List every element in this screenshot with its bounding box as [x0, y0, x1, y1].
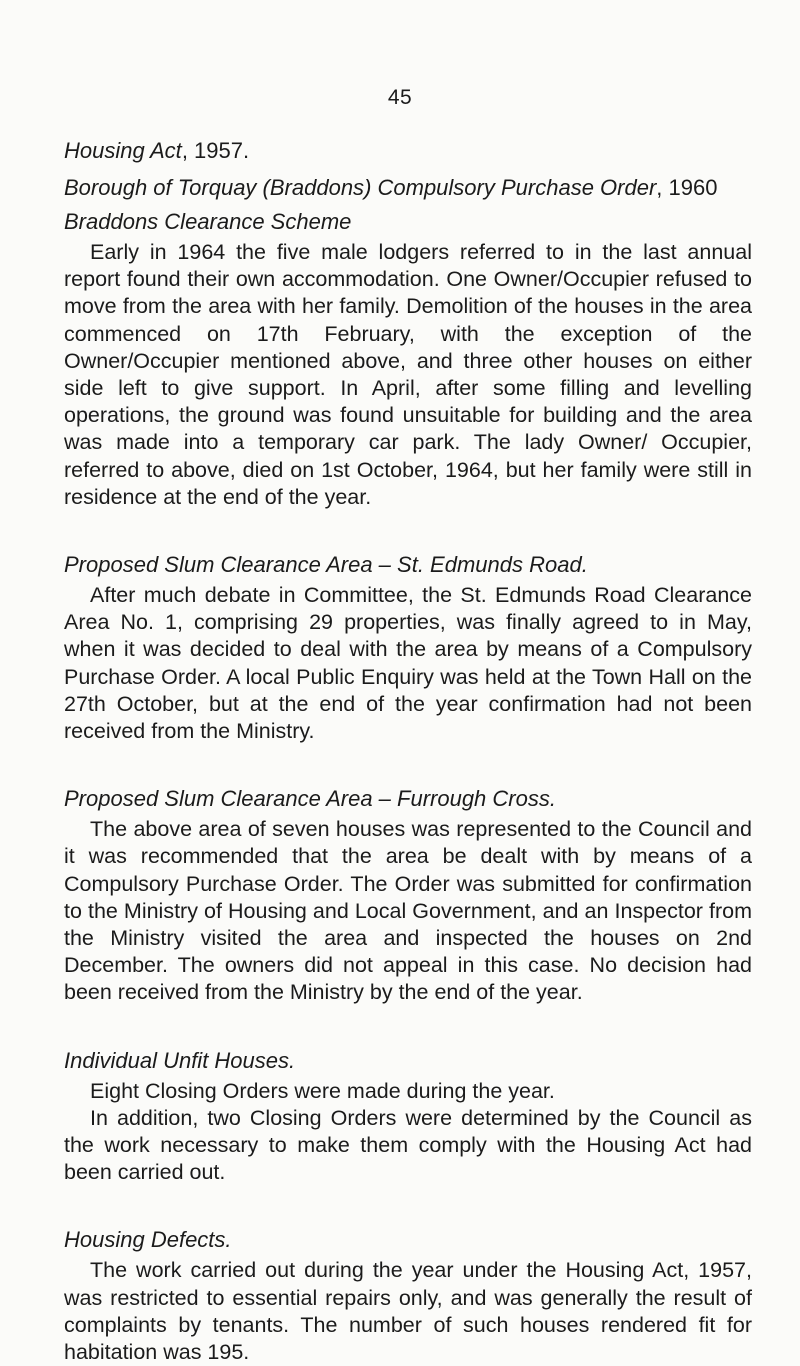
furrough-cross-paragraph: The above area of seven houses was represented to the Council and it was recommended that the area be dealt with by means of a Compulsory Purchase Order. The Order was submitted for confirmation to the Ministry of Housing and Local Government, and an Inspector from the Ministry visited the area and inspected the houses on 2nd December. The owners did not appeal in this case. No decision had been received from the Ministry by the end of the year.: [64, 817, 752, 1005]
order-heading: [64, 171, 752, 205]
unfit-houses-paragraph-2: In addition, two Closing Orders were determined by the Council as the work necessary to make them comply with the Housing Act had been carried out.: [64, 1105, 752, 1185]
housing-defects-paragraph: The work carried out during the year under the Housing Act, 1957, was restricted to essential repairs only, and was generally the result of complaints by tenants. The number of such houses rendered fit for habitation was 195.: [64, 1258, 752, 1365]
st-edmunds-paragraph: After much debate in Committee, the St. Edmunds Road Clearance Area No. 1, comprising 29 properties, was finally agreed to in May, when it was decided to deal with the area by means of a Compulsory Purchase Order. A local Public Enquiry was held at the Town Hall on the 27th October, but at the end of the year confirmation had not been received from the Ministry.: [64, 583, 752, 744]
order-prefix: Borough of Torquay (: [64, 175, 270, 200]
order-year: , 1960: [656, 175, 718, 200]
order-place: Braddons: [269, 175, 365, 200]
page-number: 45: [387, 86, 413, 109]
housing-defects-heading: Housing Defects.: [64, 1227, 232, 1253]
braddons-paragraph: Early in 1964 the five male lodgers referred to in the last annual report found their own accommodation. One Owner/Occupier refused to move from the area with her family. Demolition of the houses in the area commenced on 17th February, with the exception of the Owner/Occupier mentioned above, and three other houses on either side left to give support. In April, after some filling and levelling operations, the ground was found unsuitable for building and the area was made into a temporary car park. The lady Owner/ Occupier, referred to above, died on 1st October, 1964, but her family were still in residence at the end of the year.: [64, 240, 752, 509]
order-suffix: ) Compulsory Purchase Order: [364, 175, 657, 200]
act-heading: [64, 134, 752, 168]
unfit-houses-paragraph-1: Eight Closing Orders were made during the year.: [90, 1078, 555, 1103]
act-title: Housing Act: [64, 138, 182, 163]
unfit-houses-heading: Individual Unfit Houses.: [64, 1047, 296, 1073]
page-content: [64, 134, 752, 1366]
braddons-scheme-heading: Braddons Clearance Scheme: [64, 209, 352, 234]
furrough-cross-heading: Proposed Slum Clearance Area – Furrough Cross.: [64, 786, 556, 812]
act-year: , 1957.: [181, 138, 250, 163]
st-edmunds-heading: Proposed Slum Clearance Area – St. Edmunds Road.: [64, 552, 588, 578]
